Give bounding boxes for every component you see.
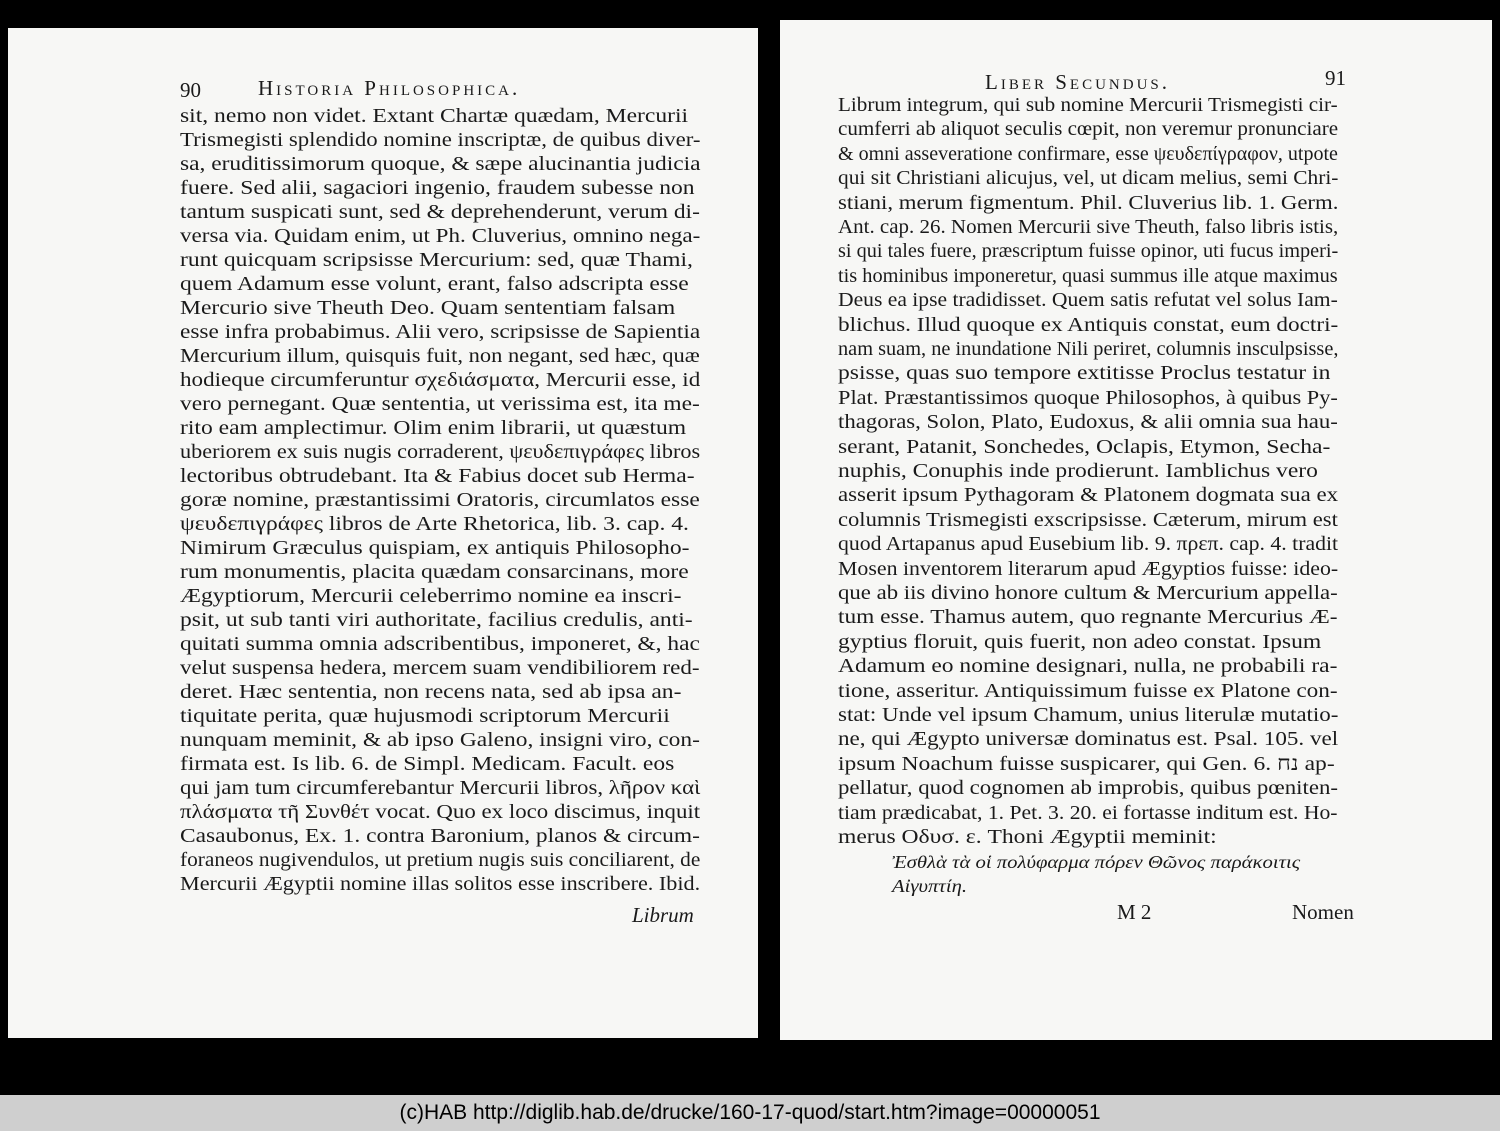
- text-line: Adamum eo nomine designari, nulla, ne probabili ra-: [838, 655, 1338, 678]
- text-line: Ægyptiorum, Mercurii celeberrimo nomine ea inscri-: [180, 585, 682, 607]
- text-line: foraneos nugivendulos, ut pretium nugis suis conciliarent, de: [180, 849, 701, 871]
- text-line: tis hominibus imponeretur, quasi summus ille atque maximus: [838, 264, 1338, 287]
- text-line: que ab iis divino honore cultum & Mercurium appella-: [838, 582, 1338, 604]
- text-line: Mercurium illum, quisquis fuit, non negant, sed hæc, quæ: [180, 345, 700, 367]
- catchword-right: Nomen: [1292, 900, 1354, 924]
- text-line: gyptius floruit, quis fuerit, non adeo constat. Ipsum: [838, 630, 1322, 653]
- text-line: & omni asseveratione confirmare, esse ψευδεπίγραφον, utpote: [838, 142, 1338, 165]
- left-page: [8, 28, 758, 1038]
- text-line: blichus. Illud quoque ex Antiquis constat, eum doctri-: [838, 313, 1339, 336]
- text-line: psit, ut sub tanti viri authoritate, facilius credulis, anti-: [180, 609, 693, 631]
- text-line: πλάσματα τῆ Συνθέτ vocat. Quo ex loco discimus, inquit: [180, 801, 701, 823]
- text-line: Librum integrum, qui sub nomine Mercurii Trismegisti cir-: [838, 94, 1338, 116]
- text-line: runt quicquam scripsisse Mercurium: sed, quæ Thami,: [180, 249, 693, 271]
- text-line: sit, nemo non videt. Extant Chartæ quædam, Mercurii: [180, 105, 689, 127]
- text-line: tantum suspicati sunt, sed & deprehenderunt, verum di-: [180, 201, 700, 223]
- text-line: firmata est. Is lib. 6. de Simpl. Medicam. Facult. eos: [180, 753, 675, 775]
- text-line: tum esse. Thamus autem, quo regnante Mercurius Æ-: [838, 606, 1338, 629]
- text-line: Ἐσθλὰ τὰ οἱ πολύφαρμα πόρεν Θῶνος παράκοιτις: [892, 852, 1301, 872]
- page-number-left: 90: [180, 78, 201, 102]
- copyright-caption: (c)HAB http://diglib.hab.de/drucke/160-17-quod/start.htm?image=00000051: [0, 1095, 1500, 1131]
- text-line: rum monumentis, placita quædam consarcinans, more: [180, 561, 689, 583]
- text-line: quitati summa omnia adscribentibus, imponeret, &, hac: [180, 633, 700, 655]
- text-line: nuphis, Conuphis inde prodierunt. Iamblichus vero: [838, 460, 1318, 482]
- text-line: versa via. Quidam enim, ut Ph. Cluverius, omnino nega-: [180, 225, 701, 247]
- text-line: stat: Unde vel ipsum Chamum, unius literulæ mutatio-: [838, 704, 1339, 726]
- text-line: lectoribus obtrudebant. Ita & Fabius docet sub Herma-: [180, 465, 695, 487]
- text-line: fuere. Sed alii, sagaciori ingenio, fraudem subesse non: [180, 177, 695, 199]
- text-line: ψευδεπιγράφες libros de Arte Rhetorica, lib. 3. cap. 4.: [180, 513, 689, 535]
- text-line: quod Artapanus apud Eusebium lib. 9. πρεπ. cap. 4. tradit: [838, 533, 1339, 556]
- text-line: thagoras, Solon, Plato, Eudoxus, & alii omnia sua hau-: [838, 411, 1338, 434]
- text-line: Plat. Præstantissimos quoque Philosophos, à quibus Py-: [838, 386, 1338, 409]
- right-page: [780, 20, 1492, 1040]
- text-line: Αἰγυπτίη.: [892, 876, 968, 896]
- text-line: Nimirum Græculus quispiam, ex antiquis Philosopho-: [180, 537, 690, 559]
- catchword-left: Librum: [632, 903, 694, 927]
- text-line: esse infra probabimus. Alii vero, scripsisse de Sapientia: [180, 321, 701, 343]
- text-line: uberiorem ex suis nugis corraderent, ψευδεπιγράφες libros: [180, 441, 701, 463]
- text-line: Mercurii Ægyptii nomine illas solitos esse inscribere. Ibid.: [180, 873, 701, 895]
- text-line: vero pernegant. Quæ sententia, ut verissima est, ita me-: [180, 393, 700, 415]
- text-line: nunquam meminit, & ab ipso Galeno, insigni viro, con-: [180, 729, 700, 751]
- text-line: si qui tales fuere, præscriptum fuisse opinor, uti fucus imperi-: [838, 240, 1339, 263]
- text-line: goræ nomine, præstantissimi Oratoris, circumlatos esse: [180, 489, 700, 511]
- text-line: columnis Trismegisti exscripsisse. Cæterum, mirum est: [838, 508, 1338, 531]
- text-line: Mosen inventorem literarum apud Ægyptios fuisse: ideo-: [838, 557, 1339, 580]
- text-line: tiam prædicabat, 1. Pet. 3. 20. ei fortasse inditum est. Ho-: [838, 801, 1338, 824]
- text-line: tione, asseritur. Antiquissimum fuisse ex Platone con-: [838, 679, 1338, 702]
- text-line: asserit ipsum Pythagoram & Platonem dogmata sua ex: [838, 484, 1339, 507]
- text-line: Casaubonus, Ex. 1. contra Baronium, planos & circum-: [180, 825, 700, 847]
- text-line: cumferri ab aliquot seculis cœpit, non veremur pronunciare: [838, 118, 1339, 141]
- running-head-right: Liber Secundus.: [985, 70, 1171, 94]
- page-number-right: 91: [1325, 66, 1346, 90]
- text-line: Deus ea ipse tradidisset. Quem satis refutat vel solus Iam-: [838, 289, 1338, 312]
- text-line: rito eam amplectimur. Olim enim librarii, ut quæstum: [180, 417, 687, 439]
- text-line: quem Adamum esse volunt, erant, falso adscripta esse: [180, 273, 689, 295]
- text-line: ipsum Noachum fuisse suspicarer, qui Gen. 6. נח ap-: [838, 752, 1335, 775]
- text-line: Mercurio sive Theuth Deo. Quam sententiam falsam: [180, 297, 676, 319]
- text-line: ne, qui Ægypto universæ dominatus est. Psal. 105. vel: [838, 728, 1339, 751]
- signature-mark: M 2: [1117, 900, 1152, 924]
- text-line: Trismegisti splendido nomine inscriptæ, de quibus diver-: [180, 129, 701, 151]
- text-line: serant, Patanit, Sonchedes, Oclapis, Etymon, Secha-: [838, 435, 1331, 458]
- text-line: psisse, quas suo tempore extitisse Proclus testatur in: [838, 362, 1331, 385]
- text-line: nam suam, ne inundatione Nili periret, columnis insculpsisse,: [838, 338, 1339, 360]
- text-line: qui sit Christiani alicujus, vel, ut dicam melius, semi Chri-: [838, 167, 1339, 190]
- text-line: velut suspensa hedera, mercem suam vendibiliorem red-: [180, 657, 700, 679]
- text-line: merus Οδυσ. ε. Thoni Ægyptii meminit:: [838, 826, 1217, 848]
- text-line: Ant. cap. 26. Nomen Mercurii sive Theuth, falso libris istis,: [838, 216, 1339, 238]
- text-line: qui jam tum circumferebantur Mercurii libros, λῆρον καὶ: [180, 777, 701, 799]
- running-head-left: Historia Philosophica.: [258, 76, 521, 100]
- text-line: deret. Hæc sententia, non recens nata, sed ab ipsa an-: [180, 681, 682, 703]
- text-line: pellatur, quod cognomen ab improbis, quibus pœniten-: [838, 777, 1338, 800]
- text-line: sa, eruditissimorum quoque, & sæpe alucinantia judicia: [180, 153, 701, 175]
- text-line: stiani, merum figmentum. Phil. Cluverius lib. 1. Germ.: [838, 191, 1339, 214]
- text-line: tiquitate perita, quæ hujusmodi scriptorum Mercurii: [180, 705, 670, 727]
- text-line: hodieque circumferuntur σχεδιάσματα, Mercurii esse, id: [180, 369, 701, 391]
